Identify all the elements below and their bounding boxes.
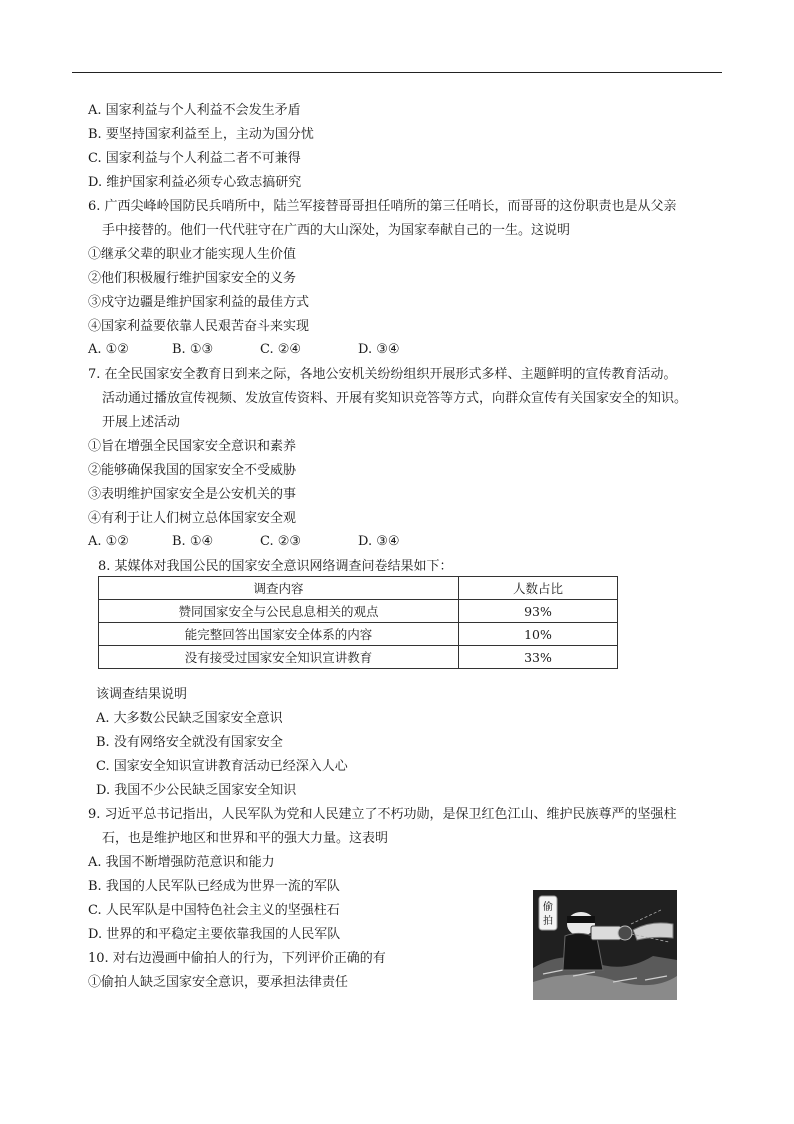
q7-stem-line1: 7. 在全民国家安全教育日到来之际，各地公安机关纷纷组织开展形式多样、主题鲜明的宣传教育活动。 (88, 367, 677, 382)
q8-option-b[interactable]: B. 没有网络安全就没有国家安全 (96, 735, 283, 750)
q9-option-a[interactable]: A. 我国不断增强防范意识和能力 (88, 855, 275, 870)
q8-option-d[interactable]: D. 我国不少公民缺乏国家安全知识 (96, 783, 297, 798)
survey-cell-content: 赞同国家安全与公民息息相关的观点 (99, 600, 459, 623)
q6-stem-line2: 手中接替的。他们一代代驻守在广西的大山深处，为国家奉献自己的一生。这说明 (102, 223, 571, 238)
q8-option-a[interactable]: A. 大多数公民缺乏国家安全意识 (96, 711, 283, 726)
q10-stem: 10. 对右边漫画中偷拍人的行为，下列评价正确的有 (88, 951, 386, 966)
q6-stem-line1: 6. 广西尖峰岭国防民兵哨所中，陆兰军接替哥哥担任哨所的第三任哨长，而哥哥的这份职责也是从父亲 (88, 199, 677, 214)
q6-item-3: ③戍守边疆是维护国家利益的最佳方式 (88, 295, 310, 310)
q9-option-c[interactable]: C. 人民军队是中国特色社会主义的坚强柱石 (88, 903, 340, 918)
q5-option-a[interactable]: A. 国家利益与个人利益不会发生矛盾 (88, 103, 301, 118)
q8-option-c[interactable]: C. 国家安全知识宣讲教育活动已经深入人心 (96, 759, 348, 774)
survey-cell-ratio: 93% (459, 600, 618, 623)
q6-choice-a[interactable]: A. ①② (88, 342, 129, 357)
survey-header-content: 调查内容 (99, 577, 459, 600)
q9-stem-line1: 9. 习近平总书记指出，人民军队为党和人民建立了不朽功勋，是保卫红色江山、维护民族尊严的坚强柱 (88, 807, 677, 822)
q6-choice-d[interactable]: D. ③④ (358, 342, 400, 357)
survey-table (98, 576, 618, 669)
q9-stem-line2: 石，也是维护地区和世界和平的强大力量。这表明 (102, 831, 389, 846)
survey-cell-content: 没有接受过国家安全知识宣讲教育 (99, 646, 459, 669)
q6-choice-b[interactable]: B. ①③ (172, 342, 214, 357)
survey-cell-ratio: 10% (459, 623, 618, 646)
q7-item-3: ③表明维护国家安全是公安机关的事 (88, 487, 297, 502)
q5-option-d[interactable]: D. 维护国家利益必须专心致志搞研究 (88, 175, 302, 190)
q6-item-2: ②他们积极履行维护国家安全的义务 (88, 271, 297, 286)
q7-stem-line2: 活动通过播放宣传视频、发放宣传资料、开展有奖知识竞答等方式，向群众宣传有关国家安全的知识。 (102, 391, 688, 406)
q6-item-1: ①继承父辈的职业才能实现人生价值 (88, 247, 297, 262)
q5-option-b[interactable]: B. 要坚持国家利益至上，主动为国分忧 (88, 127, 314, 142)
table-row (99, 623, 618, 646)
q9-option-b[interactable]: B. 我国的人民军队已经成为世界一流的军队 (88, 879, 340, 894)
spy-cartoon-drawing (533, 890, 677, 1000)
cartoon-label-char2: 拍 (543, 916, 553, 927)
q7-choice-a[interactable]: A. ①② (88, 534, 129, 549)
q7-choice-d[interactable]: D. ③④ (358, 534, 400, 549)
table-row (99, 646, 618, 669)
q6-choice-c[interactable]: C. ②④ (260, 342, 302, 357)
q7-stem-line3: 开展上述活动 (102, 415, 181, 430)
table-row (99, 600, 618, 623)
q7-item-4: ④有利于让人们树立总体国家安全观 (88, 511, 297, 526)
q5-option-c[interactable]: C. 国家利益与个人利益二者不可兼得 (88, 151, 301, 166)
q6-choices (88, 342, 400, 357)
q7-item-1: ①旨在增强全民国家安全意识和素养 (88, 439, 297, 454)
q6-item-4: ④国家利益要依靠人民艰苦奋斗来实现 (88, 319, 310, 334)
q7-choices (88, 534, 400, 549)
survey-cell-content: 能完整回答出国家安全体系的内容 (99, 623, 459, 646)
spy-cartoon-image (533, 890, 677, 1000)
survey-cell-ratio: 33% (459, 646, 618, 669)
q9-option-d[interactable]: D. 世界的和平稳定主要依靠我国的人民军队 (88, 927, 341, 942)
q8-stem: 8. 某媒体对我国公民的国家安全意识网络调查问卷结果如下： (98, 559, 453, 574)
header-rule (72, 72, 722, 73)
cartoon-label-char1: 偷 (543, 902, 553, 913)
q10-item-1: ①偷拍人缺乏国家安全意识，要承担法律责任 (88, 975, 349, 990)
q7-item-2: ②能够确保我国的国家安全不受威胁 (88, 463, 297, 478)
q7-choice-c[interactable]: C. ②③ (260, 534, 302, 549)
survey-header-ratio: 人数占比 (459, 577, 618, 600)
survey-table-header (99, 577, 618, 600)
q8-prompt: 该调查结果说明 (96, 687, 188, 702)
q7-choice-b[interactable]: B. ①④ (172, 534, 214, 549)
